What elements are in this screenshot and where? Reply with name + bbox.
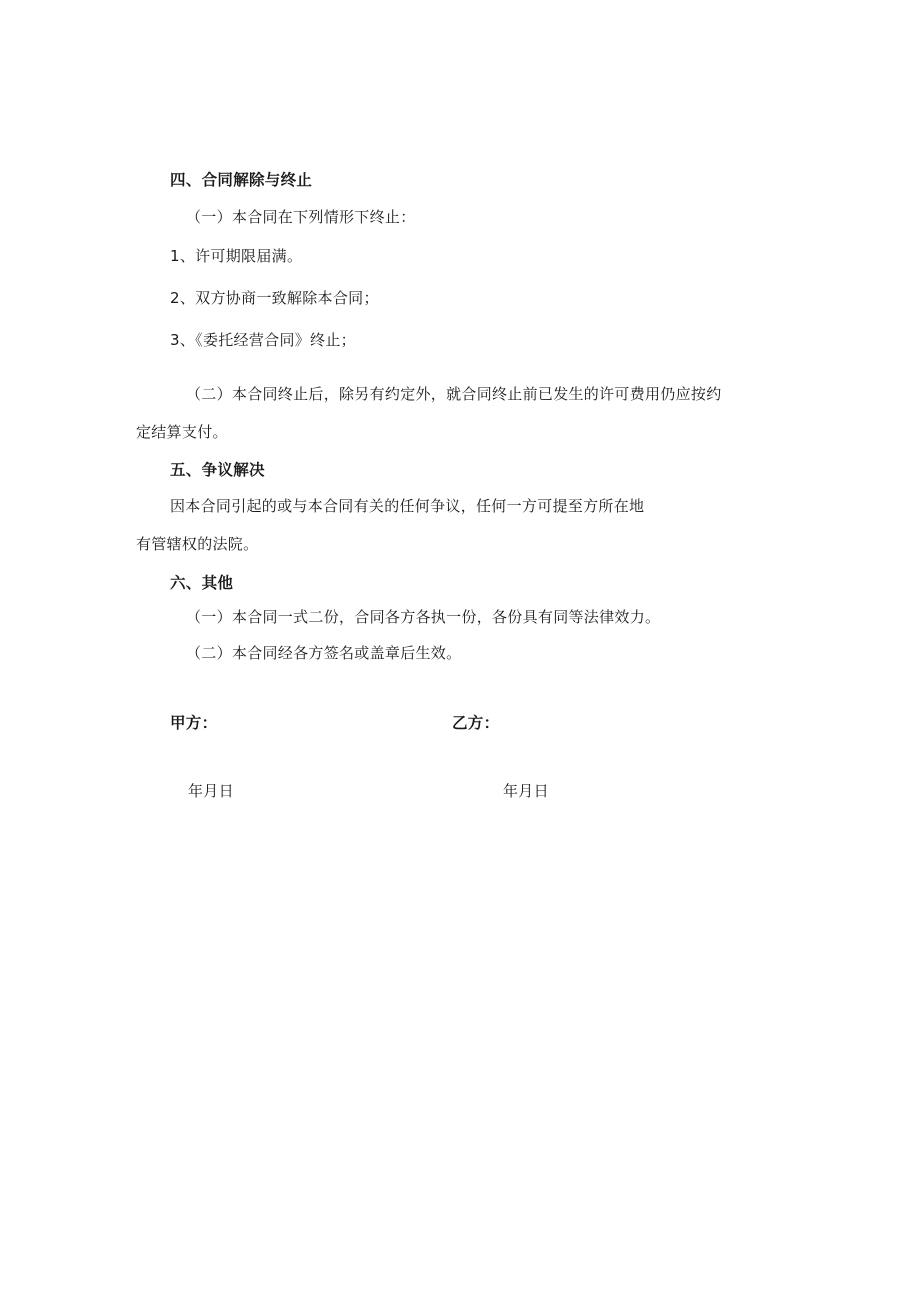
section-4-clause-2-line-1: （二）本合同终止后，除另有约定外，就合同终止前已发生的许可费用仍应按约 <box>186 385 722 403</box>
party-a-date: 年月日 <box>188 782 234 800</box>
party-a-label: 甲方： <box>170 714 218 732</box>
section-4-item-3: 3、《委托经营合同》终止； <box>170 331 356 349</box>
section-5-line-1: 因本合同引起的或与本合同有关的任何争议，任何一方可提至方所在地 <box>170 497 645 515</box>
section-5-heading: 五、争议解决 <box>170 461 265 479</box>
section-6-clause-2: （二）本合同经各方签名或盖章后生效。 <box>186 644 462 662</box>
section-4-clause-1-intro: （一）本合同在下列情形下终止： <box>186 208 416 226</box>
section-4-item-2: 2、双方协商一致解除本合同； <box>170 289 379 307</box>
section-4-heading: 四、合同解除与终止 <box>170 171 313 189</box>
section-4-clause-2-line-2: 定结算支付。 <box>136 423 228 441</box>
party-b-date: 年月日 <box>503 782 549 800</box>
section-6-heading: 六、其他 <box>170 574 234 592</box>
section-6-clause-1: （一）本合同一式二份，合同各方各执一份，各份具有同等法律效力。 <box>186 608 661 626</box>
section-5-line-2: 有管辖权的法院。 <box>136 535 259 553</box>
party-b-label: 乙方： <box>452 714 500 732</box>
section-4-item-1: 1、许可期限届满。 <box>170 247 303 265</box>
